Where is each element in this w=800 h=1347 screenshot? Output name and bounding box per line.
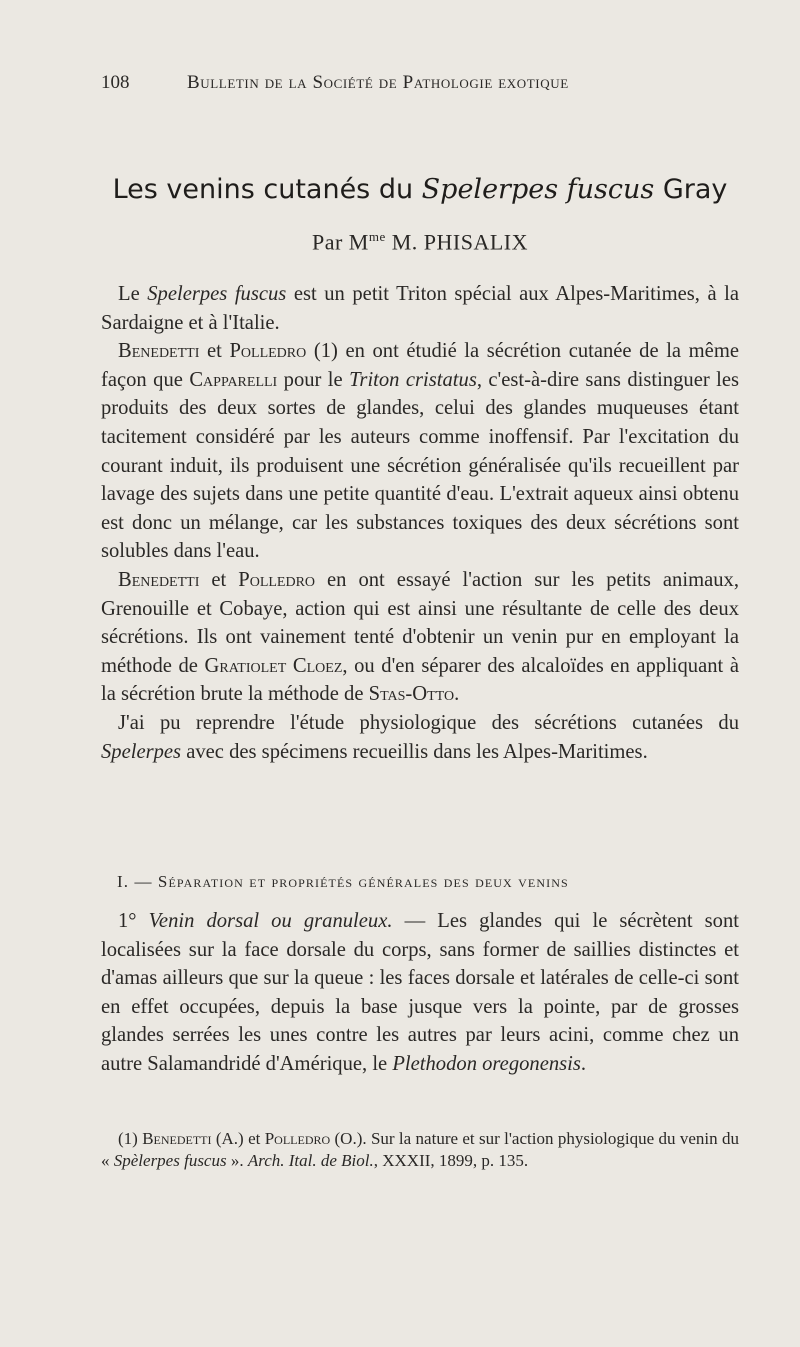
author-name: M. PHISALIX bbox=[385, 229, 529, 255]
footnote-text: (1) Benedetti (A.) et Polledro (O.). Sur la nature et sur l'action physiologique du venin du « Spèlerpes fuscus ». Arch. Ital. de Biol., XXXII, 1899, p. 135. bbox=[101, 1129, 739, 1170]
section-body bbox=[101, 907, 739, 1079]
article-body bbox=[101, 280, 739, 766]
paragraph-2: Benedetti et Polledro (1) en ont étudié la sécrétion cutanée de la même façon que Capparelli pour le Triton cristatus, c'est-à-dire sans distinguer les produits des deux sortes de glandes, celui des glandes muqueuses étant tacitement considéré par les auteurs comme inoffensif. Par l'excitation du courant induit, ils produisent une sécrétion généralisée qu'ils recueillent par lavage des sujets dans une petite quantité d'eau. L'extrait aqueux ainsi obtenu est donc un mélange, car les substances toxiques des deux sécrétions sont solubles dans l'eau. bbox=[101, 340, 739, 563]
running-header bbox=[101, 72, 741, 94]
paragraph-1: Le Spelerpes fuscus est un petit Triton spécial aux Alpes-Maritimes, à la Sardaigne et à l'Italie. bbox=[101, 283, 739, 334]
running-title: Bulletin de la Société de Pathologie exotique bbox=[187, 72, 569, 93]
paragraph-3: Benedetti et Polledro en ont essayé l'action sur les petits animaux, Grenouille et Cobaye, action qui est ainsi une résultante de celle des deux sécrétions. Ils ont vainement tenté d'obtenir un venin pur en employant la méthode de Gratiolet Cloez, ou d'en séparer des alcaloïdes en appliquant à la sécrétion brute la méthode de Stas-Otto. bbox=[101, 568, 739, 706]
section-heading: I. — Séparation et propriétés générales des deux venins bbox=[117, 872, 569, 891]
title-species: Spelerpes fuscus bbox=[421, 174, 655, 205]
author-byline: Par $M^{me}$ M. PHISALIX bbox=[311, 229, 529, 255]
footnote bbox=[101, 1128, 739, 1172]
page-number: 108 bbox=[101, 72, 130, 93]
article-title: Les venins cutanés du Spelerpes fuscus Gray bbox=[112, 174, 728, 205]
paragraph-5: 1° Venin dorsal ou granuleux. — Les glandes qui le sécrètent sont localisées sur la face dorsale du corps, sans former de saillies distinctes et d'amas ailleurs que sur la queue : les faces dorsale et latérales de celle-ci sont en effet occupées, depuis la base jusque vers la pointe, par de grosses glandes serrées les unes contre les autres par leurs acini, comme chez un autre Salamandridé d'Amérique, le Plethodon oregonensis. bbox=[101, 910, 739, 1075]
paragraph-4: J'ai pu reprendre l'étude physiologique des sécrétions cutanées du Spelerpes avec des spécimens recueillis dans les Alpes-Maritimes. bbox=[101, 711, 739, 763]
